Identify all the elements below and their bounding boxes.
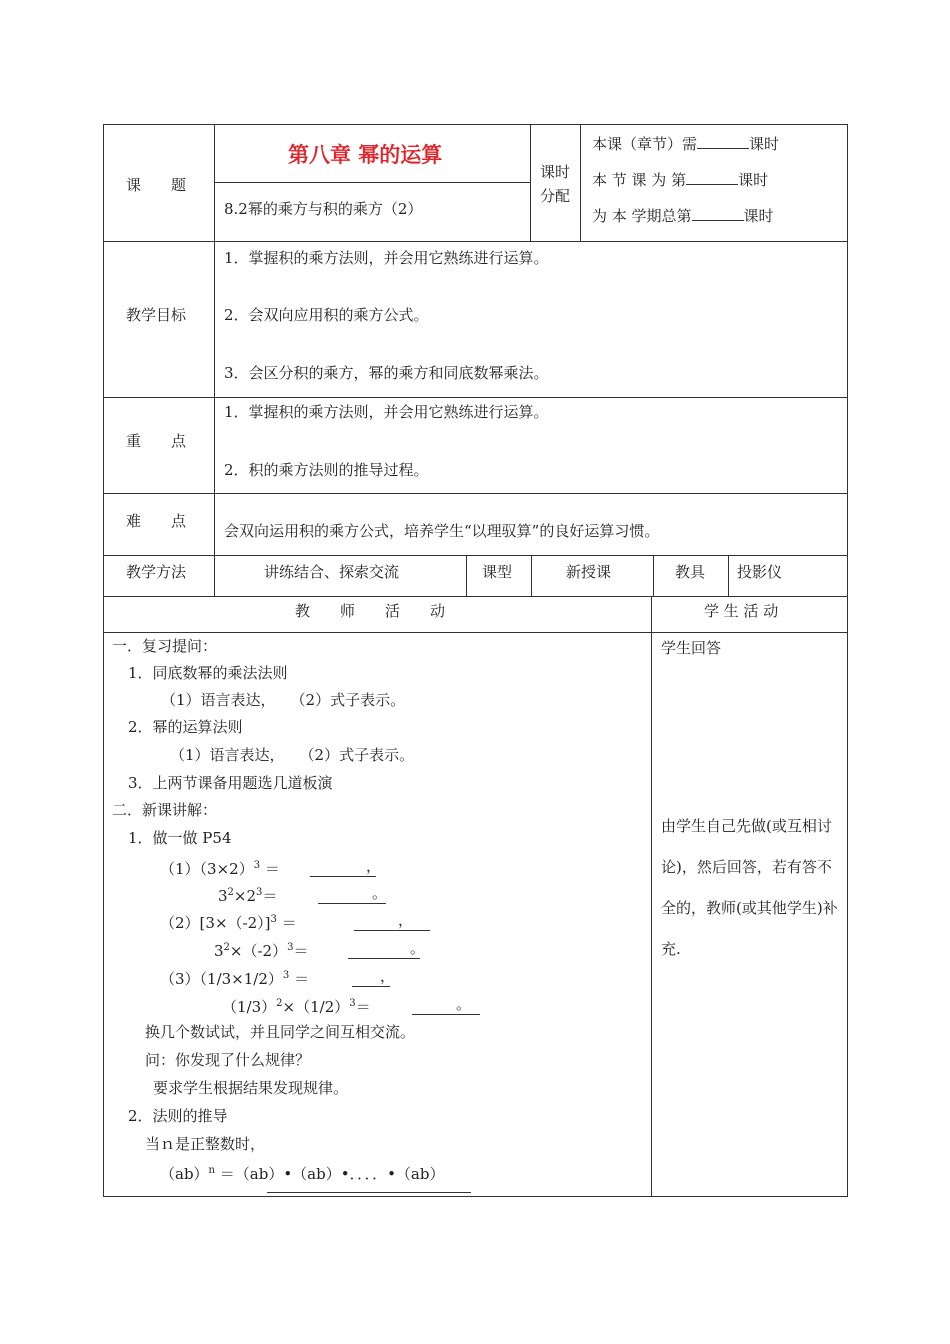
title-divider	[214, 182, 530, 183]
col-divider	[580, 124, 581, 242]
objectives-label: 教学目标	[126, 306, 187, 324]
allocation-label: 课时	[540, 163, 571, 181]
table-border-bottom	[103, 1196, 848, 1197]
method-label: 教学方法	[126, 563, 187, 581]
col-divider	[214, 555, 215, 597]
tools-value: 投影仪	[737, 563, 783, 581]
student-note: 由学生自己先做(或互相讨论)，然后回答，若有答不全的，教师(或其他学生)补充.	[661, 817, 838, 958]
exercise-line: $(1)(3\times 2)^3$ ＝	[160, 860, 280, 878]
method-value: 讲练结合、探索交流	[264, 563, 400, 581]
col-divider	[728, 555, 729, 597]
review-item: 3．上两节课备用题选几道板演	[128, 774, 333, 792]
student-activity-header: 学 生 活 动	[704, 602, 779, 620]
activity-column-divider	[651, 596, 652, 1197]
question-text: 问：你发现了什么规律？	[145, 1051, 311, 1069]
instruction-text: 要求学生根据结果发现规律。	[153, 1079, 349, 1097]
hours-blank[interactable]	[692, 204, 744, 221]
difficulty-text: 会双向运用积的乘方公式，培养学生“以理驭算”的良好运算习惯。	[224, 522, 660, 540]
chapter-title: 第八章 幂的运算	[288, 142, 443, 167]
col-divider	[530, 124, 531, 242]
review-title: 一．复习提问：	[112, 637, 218, 655]
exercise-line-end: ，	[380, 967, 396, 985]
formula-underline	[267, 1192, 471, 1193]
formula-line: （ab）$^n$ ＝（ab）•（ab）•．．．．•（ab）	[160, 1165, 445, 1183]
new-lesson-title: 二．新课讲解：	[112, 801, 218, 819]
teacher-activity-header: 教 师 活 动	[295, 602, 446, 620]
exercise-line-end: 。	[372, 884, 388, 902]
student-answer: 学生回答	[661, 639, 722, 657]
answer-blank[interactable]	[318, 903, 386, 904]
condition-text: 当ｎ是正整数时，	[145, 1135, 266, 1153]
exercise-line-end: 。	[410, 939, 426, 957]
exercise-line-end: 。	[456, 995, 472, 1013]
objective-item: 1．掌握积的乘方法则，并会用它熟练进行运算。	[224, 249, 549, 267]
col-divider	[531, 555, 532, 597]
label-column-divider	[214, 124, 215, 556]
hours-blank[interactable]	[697, 132, 749, 149]
exercise-line: $3^2\times(-2)^3=$	[214, 942, 309, 960]
exercise-line: $3^2\times 2^3=$	[218, 887, 278, 905]
key-points-label: 重 点	[126, 432, 187, 450]
derivation-title: 2．法则的推导	[128, 1107, 228, 1125]
answer-blank[interactable]	[354, 930, 430, 931]
answer-blank[interactable]	[348, 958, 420, 959]
tools-label: 教具	[675, 563, 706, 581]
exercise-line: $(3)(1/3\times 1/2)^3$ ＝	[160, 970, 310, 988]
review-subitem: （1）语言表达， （2）式子表示。	[170, 746, 415, 764]
table-border-left	[103, 124, 104, 1197]
difficulty-label: 难 点	[126, 512, 187, 530]
answer-blank[interactable]	[310, 876, 376, 877]
lesson-type-label: 课型	[482, 563, 513, 581]
lesson-title: 8.2幂的乘方与积的乘方（2）	[224, 200, 423, 218]
lesson-type-value: 新授课	[566, 563, 612, 581]
review-subitem: （1）语言表达， （2）式子表示。	[161, 691, 406, 709]
exercise-line: $(1/3)^2\times(1/2)^3=$	[222, 998, 371, 1016]
answer-blank[interactable]	[352, 986, 390, 987]
table-border-right	[847, 124, 848, 1197]
objective-item: 3．会区分积的乘方，幂的乘方和同底数幂乘法。	[224, 364, 549, 382]
row-divider	[103, 632, 848, 633]
hours-blank[interactable]	[686, 168, 738, 185]
instruction-text: 换几个数试试，并且同学之间互相交流。	[145, 1023, 416, 1041]
col-divider	[466, 555, 467, 597]
exercise-line: $(2)[3\times(-2)]^3$ ＝	[160, 914, 297, 932]
key-point-item: 2．积的乘方法则的推导过程。	[224, 461, 429, 479]
allocation-label: 分配	[540, 187, 571, 205]
subject-label: 课 题	[126, 176, 187, 194]
allocation-line: 本 节 课 为 第 课时	[592, 168, 768, 190]
exercise-line-end: ，	[398, 911, 414, 929]
col-divider	[653, 555, 654, 597]
objective-item: 2．会双向应用积的乘方公式。	[224, 306, 429, 324]
answer-blank[interactable]	[412, 1014, 480, 1015]
review-item: 2．幂的运算法则	[128, 718, 243, 736]
allocation-line: 为 本 学期总第 课时	[592, 204, 774, 226]
key-point-item: 1．掌握积的乘方法则，并会用它熟练进行运算。	[224, 403, 549, 421]
allocation-line: 本课（章节）需 课时	[592, 132, 779, 154]
exercise-title: 1．做一做 P54	[128, 829, 232, 847]
review-item: 1．同底数幂的乘法法则	[128, 664, 288, 682]
exercise-line-end: ，	[366, 857, 382, 875]
